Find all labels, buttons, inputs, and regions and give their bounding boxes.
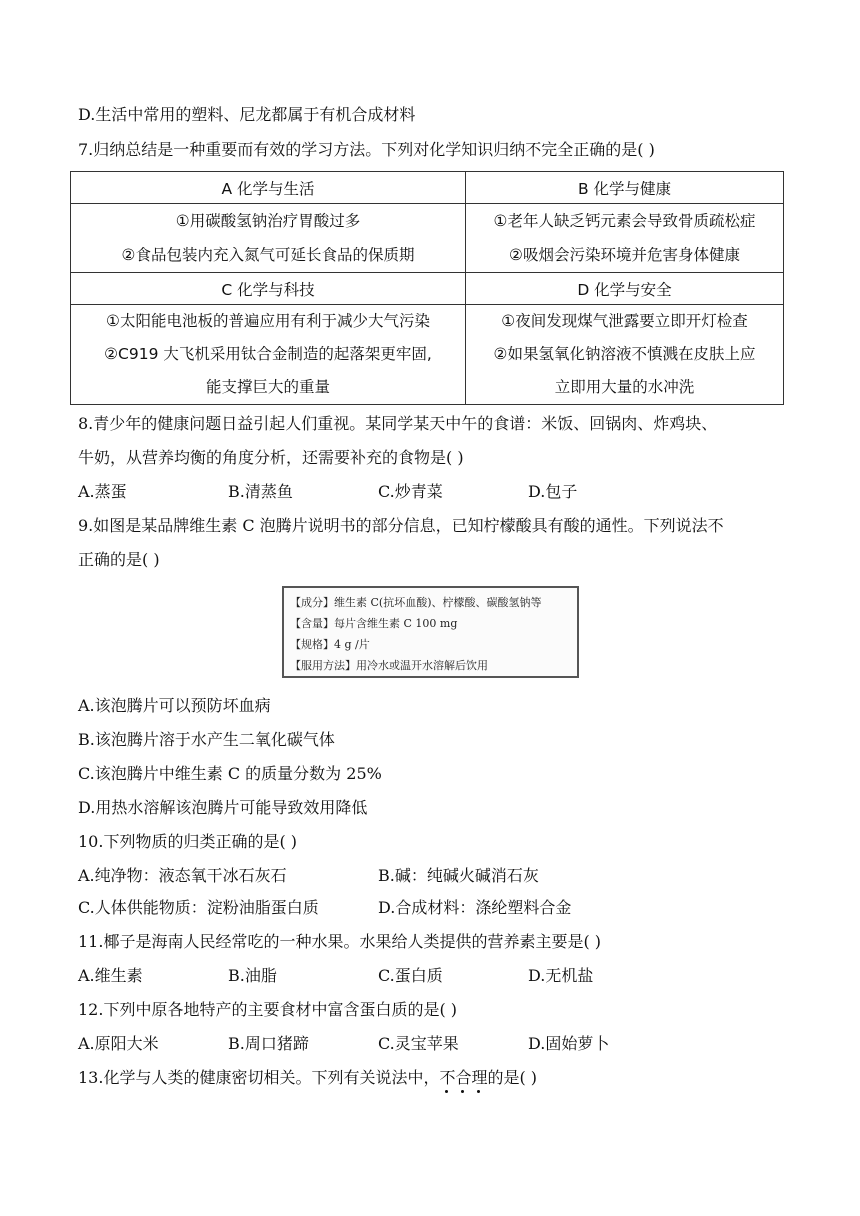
q10-option-c: C.人体供能物质：淀粉油脂蛋白质 — [78, 898, 319, 917]
q10-option-b: B.碱：纯碱火碱消石灰 — [378, 866, 539, 885]
q10-stem: 10.下列物质的归类正确的是( ) — [78, 832, 298, 851]
q13-stem-post: 的是( ) — [487, 1068, 538, 1087]
q7-cell-c-head: C 化学与科技 — [71, 273, 466, 305]
q7-stem: 7.归纳总结是一种重要而有效的学习方法。下列对化学知识归纳不完全正确的是( ) — [78, 140, 655, 159]
vitamin-c-label-image — [282, 586, 579, 678]
q11-option-b: B.油脂 — [228, 966, 277, 985]
q7-c-item-2a: ②C919 大飞机采用钛合金制造的起落架更牢固, — [104, 345, 432, 363]
q12-option-c: C.灵宝苹果 — [378, 1034, 459, 1053]
q7-b-item-1: ①老年人缺乏钙元素会导致骨质疏松症 — [493, 212, 756, 230]
q9-stem-line2: 正确的是( ) — [78, 550, 160, 569]
q7-cell-d-head: D 化学与安全 — [466, 273, 784, 305]
q7-b-item-2: ②吸烟会污染环境并危害身体健康 — [509, 246, 740, 264]
q12-stem: 12.下列中原各地特产的主要食材中富含蛋白质的是( ) — [78, 1000, 458, 1019]
q13-emph-text: 不合理 — [439, 1068, 488, 1087]
q7-d-item-1: ①夜间发现煤气泄露要立即开灯检查 — [501, 312, 748, 330]
q8-option-a: A.蒸蛋 — [78, 482, 127, 501]
q8-stem-line2: 牛奶，从营养均衡的角度分析，还需要补充的食物是( ) — [78, 448, 464, 467]
label-usage: 【服用方法】用冷水或温开水溶解后饮用 — [290, 659, 488, 672]
q13-stem-pre: 13.化学与人类的健康密切相关。下列有关说法中， — [78, 1068, 440, 1087]
q9-option-b: B.该泡腾片溶于水产生二氧化碳气体 — [78, 730, 335, 749]
q6-option-d: D.生活中常用的塑料、尼龙都属于有机合成材料 — [78, 105, 416, 124]
q11-stem: 11.椰子是海南人民经常吃的一种水果。水果给人类提供的营养素主要是( ) — [78, 932, 602, 951]
q7-cell-a-body — [71, 204, 466, 273]
q8-option-b: B.清蒸鱼 — [228, 482, 293, 501]
q7-table — [70, 171, 784, 405]
q10-option-a: A.纯净物：液态氧干冰石灰石 — [78, 866, 287, 885]
q13-stem — [78, 1068, 537, 1088]
q9-option-c: C.该泡腾片中维生素 C 的质量分数为 25% — [78, 764, 382, 783]
q7-c-item-1: ①太阳能电池板的普遍应用有利于减少大气污染 — [106, 312, 430, 330]
q9-option-d: D.用热水溶解该泡腾片可能导致效用降低 — [78, 798, 368, 817]
q10-option-d: D.合成材料：涤纶塑料合金 — [378, 898, 572, 917]
q8-option-d: D.包子 — [528, 482, 578, 501]
q11-option-d: D.无机盐 — [528, 966, 594, 985]
q7-c-item-2b: 能支撑巨大的重量 — [205, 378, 330, 396]
q8-stem-line1: 8.青少年的健康问题日益引起人们重视。某同学某天中午的食谱：米饭、回锅肉、炸鸡块、 — [78, 414, 718, 433]
q12-option-b: B.周口猪蹄 — [228, 1034, 309, 1053]
q7-d-item-2a: ②如果氢氧化钠溶液不慎溅在皮肤上应 — [493, 345, 756, 363]
q8-option-c: C.炒青菜 — [378, 482, 443, 501]
q12-option-a: A.原阳大米 — [78, 1034, 159, 1053]
q9-option-a: A.该泡腾片可以预防坏血病 — [78, 696, 271, 715]
q12-option-d: D.固始萝卜 — [528, 1034, 610, 1053]
q11-option-c: C.蛋白质 — [378, 966, 443, 985]
q7-a-item-2: ②食品包装内充入氮气可延长食品的保质期 — [121, 246, 415, 264]
q7-a-item-1: ①用碳酸氢钠治疗胃酸过多 — [175, 212, 361, 230]
q7-cell-c-body — [71, 305, 466, 405]
label-ingredients: 【成分】维生素 C(抗坏血酸)、柠檬酸、碳酸氢钠等 — [290, 596, 542, 609]
q13-emphasis — [439, 1068, 487, 1087]
q7-cell-d-body — [466, 305, 784, 405]
q9-stem-line1: 9.如图是某品牌维生素 C 泡腾片说明书的部分信息，已知柠檬酸具有酸的通性。下列说法不 — [78, 516, 724, 535]
q7-d-item-2b: 立即用大量的水冲洗 — [554, 378, 695, 396]
q7-cell-a-head: A 化学与生活 — [71, 172, 466, 204]
q7-cell-b-head: B 化学与健康 — [466, 172, 784, 204]
label-content: 【含量】每片含维生素 C 100 mg — [290, 617, 458, 630]
label-spec: 【规格】4 g /片 — [290, 638, 370, 651]
q7-cell-b-body — [466, 204, 784, 273]
q11-option-a: A.维生素 — [78, 966, 143, 985]
